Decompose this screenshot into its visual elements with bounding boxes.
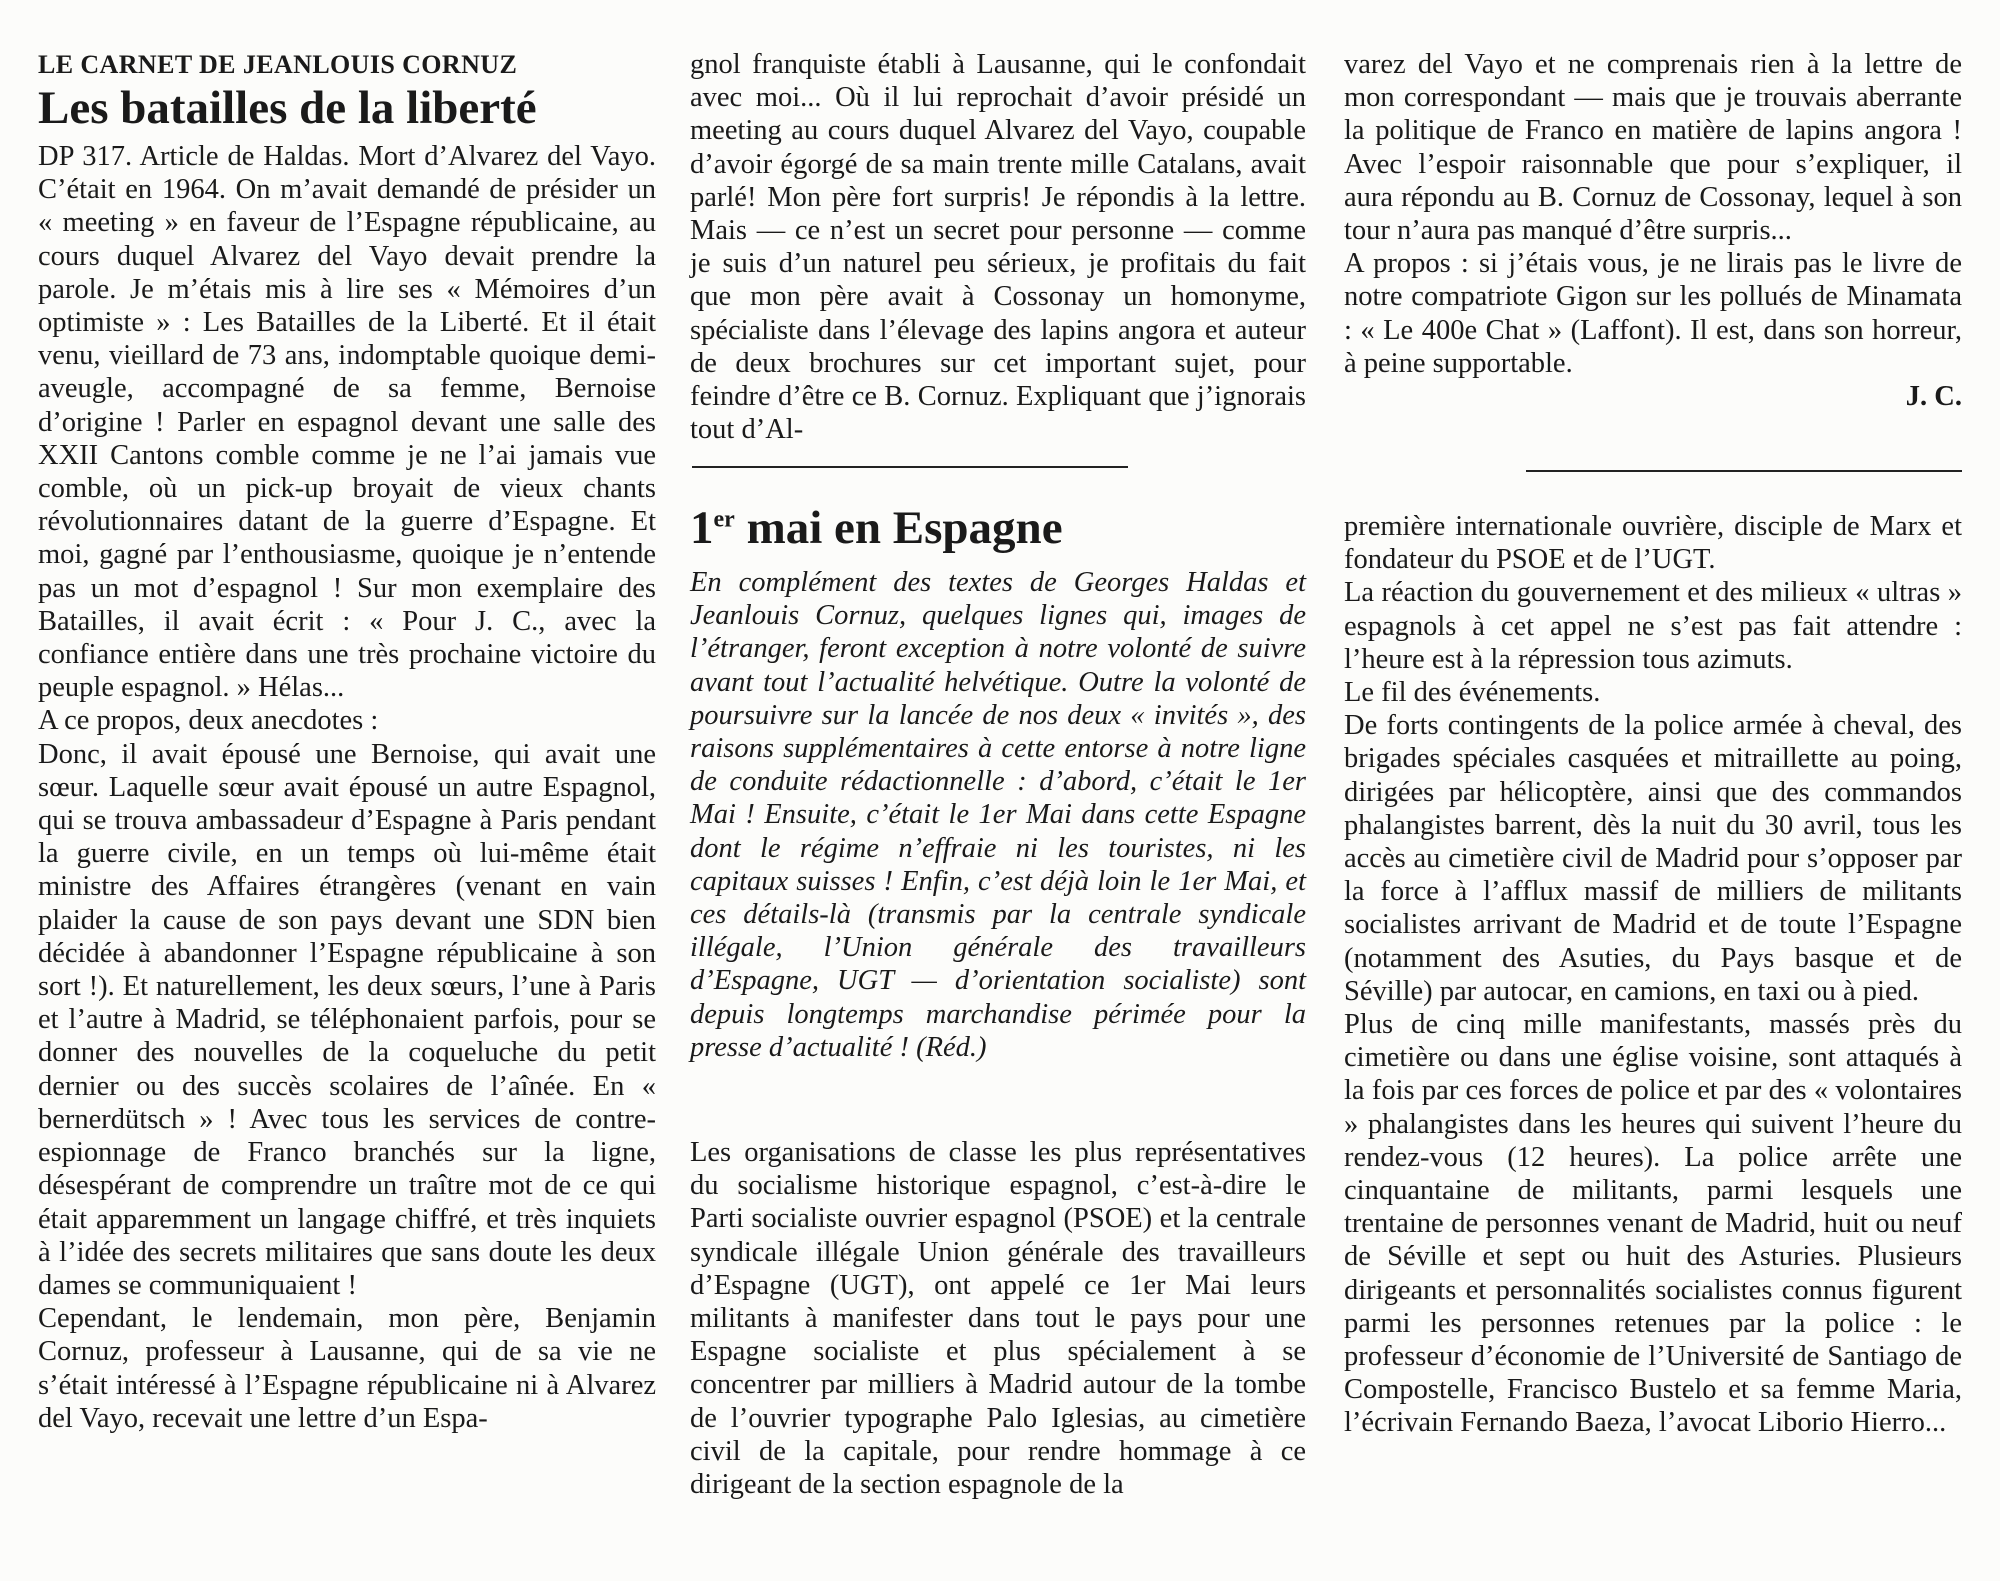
column-left — [38, 50, 656, 1435]
article-paragraph: gnol franquiste établi à Lausanne, qui le confondait avec moi... Où il lui reprochait d’avoir présidé un meeting au cours duquel Alvarez del Vayo, coupable d’avoir égorgé de sa main trente mille Catalans, avait parlé! Mon père fort surpris! Je répondis à la lettre. Mais — ce n’est un secret pour personne — comme je suis d’un naturel peu sérieux, je profitais du fait que mon père avait à Cossonay un homonyme, spécialiste dans l’élevage des lapins angora et auteur de deux brochures sur cet important sujet, pour feindre d’être ce B. Cornuz. Expliquant que j’ignorais tout d’Al- — [690, 49, 1306, 446]
article-paragraph: A propos : si j’étais vous, je ne lirais pas le livre de notre compatriote Gigon sur les pollués de Minamata : « Le 400e Chat » (Laffont). Il est, dans son horreur, à peine supportable. — [1344, 248, 1962, 379]
article-paragraph: A ce propos, deux anecdotes : — [38, 705, 379, 737]
article2-title — [690, 502, 1306, 554]
article-paragraph: Cependant, le lendemain, mon père, Benjamin Cornuz, professeur à Lausanne, qui de sa vie ne s’était intéressé à l’Espagne républicaine ni à Alvarez del Vayo, recevait une lettre d’un Espa- — [38, 1303, 656, 1434]
article2-body-middle — [690, 1136, 1306, 1501]
article-paragraph: La réaction du gouvernement et des milieux « ultras » espagnols à cet appel ne s’est pas fait attendre : l’heure est à la répression tous azimuts. — [1344, 577, 1962, 675]
column-middle-top — [690, 48, 1306, 446]
article-paragraph: Les organisations de classe les plus représentatives du socialisme historique espagnol, c’est-à-dire le Parti socialiste ouvrier espagnol (PSOE) et la centrale syndicale illégale Union générale des travailleurs d’Espagne (UGT), ont appelé ce 1er Mai leurs militants à manifester dans tout le pays pour une Espagne socialiste et plus spécialement à se concentrer par milliers à Madrid autour de la tombe de l’ouvrier typographe Palo Iglesias, au cimetière civil de la capitale, pour rendre hommage à ce dirigeant de la section espagnole de la — [690, 1137, 1306, 1501]
editorial-intro: En complément des textes de Georges Haldas et Jeanlouis Cornuz, quelques lignes qui, images de l’étranger, feront exception à notre volonté de suivre avant tout l’actualité helvétique. Outre la volonté de poursuivre sur la lancée de nos deux « invités », des raisons supplémentaires à cette entorse à notre ligne de conduite rédactionnelle : d’abord, c’était le 1er Mai ! Ensuite, c’était le 1er Mai dans cette Espagne dont le régime n’effraie ni les touristes, ni les capitaux suisses ! Enfin, c’est déjà loin le 1er Mai, et ces détails-là (transmis par la centrale syndicale illégale, l’Union générale des travailleurs d’Espagne, UGT — d’orientation socialiste) sont depuis longtemps marchandise périmée pour la presse d’actualité ! (Réd.) — [690, 567, 1306, 1063]
divider-rule — [692, 466, 1128, 468]
article-paragraph: première internationale ouvrière, disciple de Marx et fondateur du PSOE et de l’UGT. — [1344, 511, 1962, 576]
article-paragraph: DP 317. Article de Haldas. Mort d’Alvarez del Vayo. C’était en 1964. On m’avait demandé de présider un « meeting » en faveur de l’Espagne républicaine, au cours duquel Alvarez del Vayo devait prendre la parole. Je m’étais mis à lire ses « Mémoires d’un optimiste » : Les Batailles de la Liberté. Et il était venu, vieillard de 73 ans, indomptable quoique demi-aveugle, accompagné de sa femme, Bernoise d’origine ! Parler en espagnol devant une salle des XXII Cantons comble comme je ne l’ai jamais vue comble, où un pick-up broyait de vieux chants révolutionnaires datant de la guerre d’Espagne. Et moi, gagné par l’enthousiasme, quoique je n’entende pas un mot d’espagnol ! Sur mon exemplaire des Batailles, il avait écrit : « Pour J. C., avec la confiance entière dans une très prochaine victoire du peuple espagnol. » Hélas... — [38, 141, 656, 704]
article-paragraph: Le fil des événements. — [1344, 677, 1601, 709]
article-paragraph: Donc, il avait épousé une Bernoise, qui avait une sœur. Laquelle sœur avait épousé un autre Espagnol, qui se trouva ambassadeur d’Espagne à Paris pendant la guerre civile, en un temps où lui-même était ministre des Affaires étrangères (venant en vain plaider la cause de son pays devant une SDN bien décidée à abandonner l’Espagne républicaine à son sort !). Et naturellement, les deux sœurs, l’une à Paris et l’autre à Madrid, se téléphonaient parfois, pour se donner des nouvelles de la coqueluche du petit dernier ou des succès scolaires de l’aînée. En « bernerdütsch » ! Avec tous les services de contre-espionnage de Franco branchés sur la ligne, désespérant de comprendre un traître mot de ce qui était apparemment un langage chiffré, et très inquiets à l’idée des secrets militaires que sans doute les deux dames se communiquaient ! — [38, 738, 656, 1301]
article-paragraph: Plus de cinq mille manifestants, massés près du cimetière ou dans une église voisine, sont attaqués à la fois par ces forces de police et par des « volontaires » phalangistes dans les heures qui suivent l’heure du rendez-vous (12 heures). La police arrête une cinquantaine de militants, parmi lesquels une trentaine de personnes venant de Madrid, huit ou neuf de Séville et sept ou huit des Asturies. Plusieurs dirigeants et personnalités socialistes connus figurent parmi les personnes retenues par la police : le professeur d’économie de l’Université de Santiago de Compostelle, Francisco Bustelo et sa femme Maria, l’écrivain Fernando Baeza, l’avocat Liborio Hierro... — [1344, 1009, 1962, 1439]
title-superscript: er — [713, 506, 735, 533]
divider-rule — [1526, 470, 1962, 472]
article-paragraph: varez del Vayo et ne comprenais rien à la lettre de mon correspondant — mais que je trouvais aberrante la politique de Franco en matière de lapins angora ! Avec l’espoir raisonnable que pour s’expliquer, il aura répondu au B. Cornuz de Cossonay, lequel à son tour n’aura pas manqué d’être surpris... — [1344, 49, 1962, 247]
author-signature: J. C. — [1905, 381, 1962, 413]
column-kicker: LE CARNET DE JEANLOUIS CORNUZ — [38, 50, 518, 79]
column-right-top — [1344, 48, 1962, 413]
article2-header — [690, 502, 1306, 1064]
article2-body-right — [1344, 510, 1962, 1440]
title-number: 1 — [690, 502, 714, 554]
article-paragraph: De forts contingents de la police armée à cheval, des brigades spéciales casquées et mitraillette au poing, dirigées par hélicoptère, ainsi que des commandos phalangistes barrent, dès la nuit du 30 avril, tous les accès au cimetière civil de Madrid pour s’opposer par la force à l’afflux massif de milliers de militants socialistes arrivant de Madrid et de toute l’Espagne (notamment des Asuties, du Pays basque et de Séville) par autocar, en camions, en taxi ou à pied. — [1344, 710, 1962, 1007]
title-text: mai en Espagne — [734, 502, 1063, 554]
article-title: Les batailles de la liberté — [38, 82, 537, 134]
